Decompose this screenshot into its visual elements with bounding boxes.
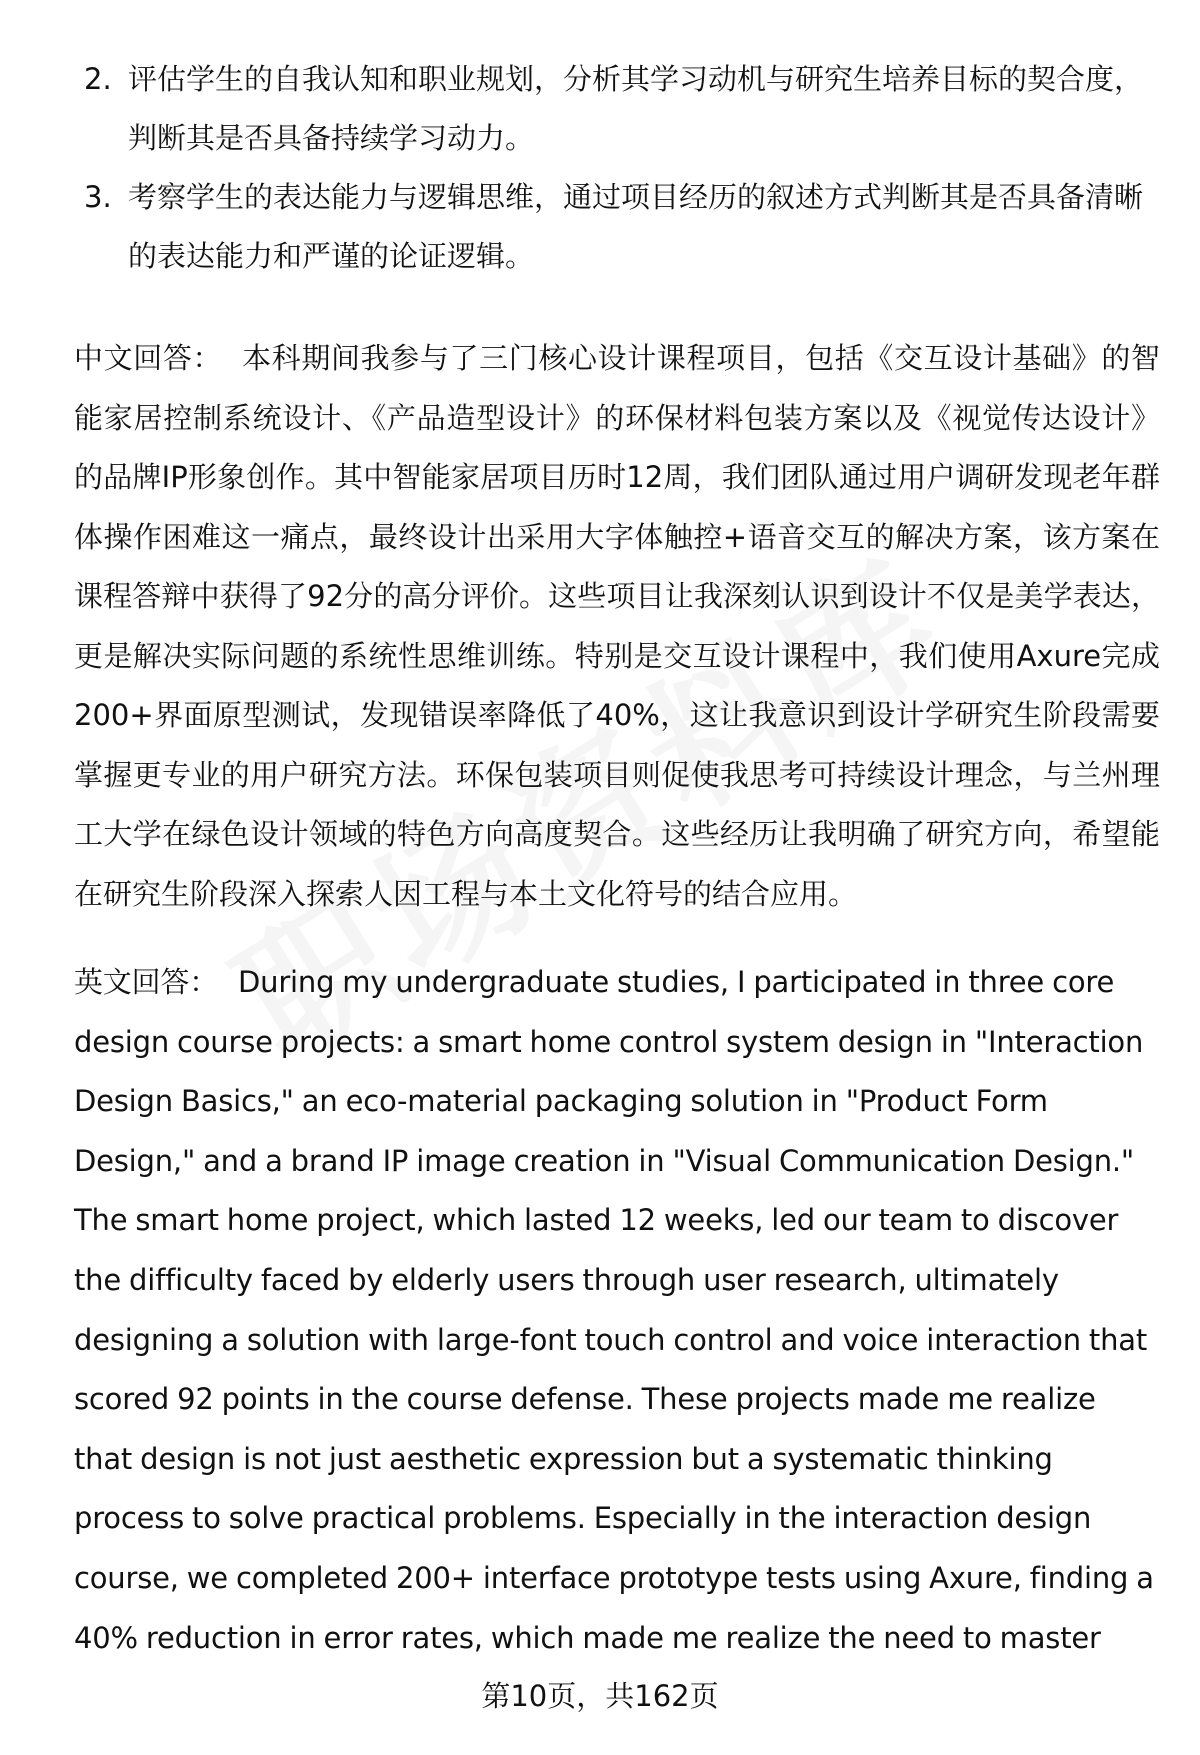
chinese-answer-label: 中文回答： [74, 341, 223, 375]
english-answer-paragraph [74, 953, 1160, 1668]
page-footer [0, 1676, 1200, 1716]
list-item [74, 50, 1160, 168]
list-item-number: 3. [84, 180, 112, 214]
english-answer-text: During my undergraduate studies, I participated in three core design course projects: a smart home control system design in "Interaction Design Basics," an eco-material packaging solution in "Product Form Design," and a brand IP image creation in "Visual Communication Design." The smart home project, which lasted 12 weeks, led our team to discover the difficulty faced by elderly users through user research, ultimately designing a solution with large-font touch control and voice interaction that scored 92 points in the course defense. These projects made me realize that design is not just aesthetic expression but a systematic thinking process to solve practical problems. Especially in the interaction design course, we completed 200+ interface prototype tests using Axure, finding a 40% reduction in error rates, which made me realize the need to master [74, 965, 1154, 1655]
chinese-answer-paragraph [74, 329, 1160, 924]
list-item-text: 考察学生的表达能力与逻辑思维，通过项目经历的叙述方式判断其是否具备清晰的表达能力和严谨的论证逻辑。 [128, 180, 1144, 273]
list-item-text: 评估学生的自我认知和职业规划，分析其学习动机与研究生培养目标的契合度，判断其是否具备持续学习动力。 [128, 62, 1144, 155]
chinese-answer-text: 本科期间我参与了三门核心设计课程项目，包括《交互设计基础》的智能家居控制系统设计、《产品造型设计》的环保材料包装方案以及《视觉传达设计》的品牌IP形象创作。其中智能家居项目历时12周，我们团队通过用户调研发现老年群体操作困难这一痛点，最终设计出采用大字体触控+语音交互的解决方案，该方案在课程答辩中获得了92分的高分评价。这些项目让我深刻认识到设计不仅是美学表达，更是解决实际问题的系统性思维训练。特别是交互设计课程中，我们使用Axure完成200+界面原型测试，发现错误率降低了40%，这让我意识到设计学研究生阶段需要掌握更专业的用户研究方法。环保包装项目则促使我思考可持续设计理念，与兰州理工大学在绿色设计领域的特色方向高度契合。这些经历让我明确了研究方向，希望能在研究生阶段深入探索人因工程与本土文化符号的结合应用。 [74, 341, 1160, 911]
page-number-label: 第10页，共162页 [481, 1679, 719, 1713]
english-answer-label: 英文回答： [74, 965, 219, 999]
numbered-list [74, 50, 1160, 286]
list-item [74, 168, 1160, 286]
list-item-number: 2. [84, 62, 112, 96]
